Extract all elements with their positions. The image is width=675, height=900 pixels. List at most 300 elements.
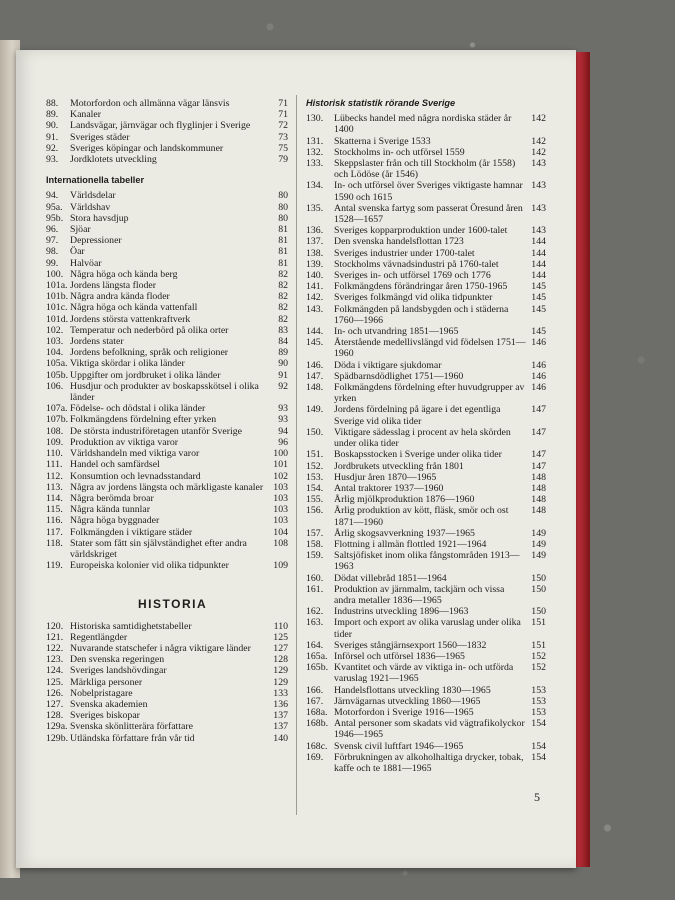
toc-entry [46, 504, 288, 515]
entry-number: 137. [306, 236, 324, 248]
entry-page: 91 [278, 369, 288, 381]
entry-title: Jordens befolkning, språk och religioner [70, 347, 229, 359]
entry-page: 84 [278, 336, 288, 348]
entry-number: 141. [306, 281, 324, 293]
entry-page: 149 [531, 550, 546, 562]
entry-page: 146 [531, 337, 546, 349]
entry-title: Nuvarande statschefer i några viktigare länder [70, 642, 251, 654]
entry-page: 146 [531, 370, 546, 382]
toc-entry [46, 291, 288, 302]
entry-page: 81 [278, 246, 288, 258]
entry-number: 161. [306, 583, 324, 595]
entry-title: De största industriföretagen utanför Sverige [70, 425, 242, 437]
entry-title: Produktion av järnmalm, tackjärn och vissa andra metaller 1836—1965 [334, 583, 505, 606]
entry-page: 82 [278, 313, 288, 325]
entry-number: 165a. [306, 650, 328, 662]
toc-entry [306, 662, 546, 684]
entry-page: 92 [278, 380, 288, 392]
toc-entry [46, 721, 288, 732]
entry-title: Sveriges industrier under 1700-talet [334, 247, 475, 259]
entry-number: 135. [306, 202, 324, 214]
entry-number: 107b. [46, 414, 69, 426]
entry-page: 90 [278, 358, 288, 370]
entry-page: 150 [531, 583, 546, 595]
entry-title: Halvöar [70, 257, 102, 269]
entry-title: Några kända tunnlar [70, 504, 150, 516]
entry-page: 148 [531, 505, 546, 517]
entry-number: 108. [46, 425, 64, 437]
entry-page: 102 [273, 470, 288, 482]
toc-entry [46, 677, 288, 688]
entry-title: In- och utförsel över Sveriges viktigaste hamnar 1590 och 1615 [334, 180, 523, 203]
toc-entry [306, 147, 546, 158]
toc-entry [46, 154, 288, 165]
entry-number: 163. [306, 617, 324, 629]
entry-page: 142 [531, 113, 546, 125]
entry-page: 96 [278, 436, 288, 448]
entry-title: Antal traktorer 1937—1960 [334, 482, 444, 494]
entry-title: Jordens stater [70, 336, 124, 348]
entry-number: 107a. [46, 403, 68, 415]
entry-title: Några höga och kända berg [70, 268, 178, 280]
entry-title: Folkmängdens fördelning efter yrken [70, 414, 217, 426]
entry-page: 82 [278, 268, 288, 280]
entry-title: Öar [70, 246, 85, 258]
entry-page: 144 [531, 258, 546, 270]
entry-page: 153 [531, 695, 546, 707]
entry-title: Förbrukningen av alkoholhaltiga drycker, tobak, kaffe och te 1881—1965 [334, 751, 524, 774]
entry-number: 158. [306, 538, 324, 550]
entry-page: 149 [531, 527, 546, 539]
entry-title: Sveriges in- och utförsel 1769 och 1776 [334, 270, 491, 282]
entry-number: 106. [46, 380, 64, 392]
entry-number: 123. [46, 654, 64, 666]
entry-number: 140. [306, 270, 324, 282]
entry-title: Konsumtion och levnadsstandard [70, 470, 201, 482]
toc-entry [46, 448, 288, 459]
entry-number: 129b. [46, 732, 69, 744]
entry-page: 143 [531, 158, 546, 170]
entry-number: 154. [306, 482, 324, 494]
entry-number: 164. [306, 639, 324, 651]
page-number: 5 [534, 790, 540, 804]
toc-entry [306, 651, 546, 662]
toc-entry [46, 733, 288, 744]
toc-entry [46, 621, 288, 632]
entry-title: Världshandeln med viktiga varor [70, 448, 200, 460]
entry-page: 148 [531, 471, 546, 483]
entry-title: Kanaler [70, 109, 102, 121]
entry-number: 122. [46, 642, 64, 654]
entry-number: 89. [46, 109, 59, 121]
entry-page: 153 [531, 684, 546, 696]
entry-page: 89 [278, 347, 288, 359]
entry-number: 101c. [46, 302, 68, 314]
toc-entry [306, 752, 546, 774]
toc-entry [46, 132, 288, 143]
entry-title: Historiska samtidighetstabeller [70, 620, 192, 632]
toc-entry [306, 550, 546, 572]
entry-page: 148 [531, 494, 546, 506]
entry-title: Folkmängden på landsbygden och i städerna 1760—1966 [334, 303, 509, 326]
entry-title: Några andra kända floder [70, 291, 170, 303]
entry-number: 162. [306, 606, 324, 618]
entry-title: Antal personer som skadats vid vägtrafikolyckor 1946—1965 [334, 718, 525, 741]
entry-page: 150 [531, 606, 546, 618]
entry-number: 139. [306, 258, 324, 270]
entry-title: Regentlängder [70, 631, 128, 643]
entry-title: Döda i viktigare sjukdomar [334, 359, 442, 371]
entry-number: 101a. [46, 280, 68, 292]
entry-page: 152 [531, 650, 546, 662]
entry-title: Spädbarnsdödlighet 1751—1960 [334, 370, 464, 382]
entry-title: Stater som fått sin självständighet efter andra världskriget [70, 537, 247, 560]
entry-page: 143 [531, 225, 546, 237]
entry-title: Handelsflottans utveckling 1830—1965 [334, 684, 491, 696]
toc-entry [46, 370, 288, 381]
entry-number: 112. [46, 470, 63, 482]
toc-entry [306, 483, 546, 494]
entry-title: Temperatur och nederbörd på olika orter [70, 324, 229, 336]
toc-entry [46, 358, 288, 369]
entry-number: 121. [46, 631, 64, 643]
entry-number: 111. [46, 459, 63, 471]
toc-entry [46, 325, 288, 336]
toc-entry [46, 482, 288, 493]
entry-page: 79 [278, 154, 288, 166]
toc-entry [306, 472, 546, 483]
entry-page: 82 [278, 291, 288, 303]
entry-page: 145 [531, 326, 546, 338]
toc-entry [46, 143, 288, 154]
entry-page: 147 [531, 460, 546, 472]
entry-number: 145. [306, 337, 324, 349]
toc-entry [306, 707, 546, 718]
toc-entry [306, 225, 546, 236]
entry-title: Landsvägar, järnvägar och flyglinjer i Sverige [70, 120, 251, 132]
toc-entry [46, 314, 288, 325]
entry-number: 115. [46, 504, 63, 516]
entry-number: 169. [306, 751, 324, 763]
entry-page: 149 [531, 538, 546, 550]
entry-page: 146 [531, 382, 546, 394]
entry-number: 88. [46, 98, 59, 109]
toc-entry [306, 573, 546, 584]
toc-entry [306, 292, 546, 303]
entry-page: 103 [273, 492, 288, 504]
entry-title: Införsel och utförsel 1836—1965 [334, 650, 465, 662]
entry-page: 81 [278, 257, 288, 269]
toc-entry [46, 665, 288, 676]
entry-number: 109. [46, 436, 64, 448]
entry-page: 153 [531, 706, 546, 718]
toc-entry [306, 528, 546, 539]
toc-entry [46, 699, 288, 710]
toc-entry [46, 515, 288, 526]
toc-entry [46, 414, 288, 425]
entry-page: 129 [273, 665, 288, 677]
entry-title: Sveriges stångjärnsexport 1560—1832 [334, 639, 487, 651]
entry-number: 128. [46, 710, 64, 722]
toc-entry [46, 426, 288, 437]
toc-list-sverige [46, 98, 288, 165]
entry-number: 133. [306, 158, 324, 170]
entry-title: Folkmängdens förändringar åren 1750-1965 [334, 281, 508, 293]
entry-page: 143 [531, 180, 546, 192]
entry-page: 145 [531, 281, 546, 293]
entry-title: Den svenska regeringen [70, 654, 165, 666]
entry-page: 154 [531, 718, 546, 730]
entry-page: 152 [531, 662, 546, 674]
entry-title: Återstående medellivslängd vid födelsen 1751—1960 [334, 337, 526, 360]
entry-number: 116. [46, 515, 63, 527]
entry-title: Svenska skönlitterära författare [70, 721, 193, 733]
entry-number: 118. [46, 537, 63, 549]
entry-number: 168a. [306, 706, 328, 718]
entry-number: 105a. [46, 358, 68, 370]
entry-page: 94 [278, 425, 288, 437]
entry-title: Några höga byggnader [70, 515, 160, 527]
entry-page: 144 [531, 236, 546, 248]
entry-page: 82 [278, 302, 288, 314]
entry-number: 97. [46, 235, 59, 247]
entry-page: 93 [278, 403, 288, 415]
toc-entry [306, 304, 546, 326]
entry-number: 120. [46, 620, 64, 632]
toc-entry [306, 360, 546, 371]
toc-entry [306, 505, 546, 527]
entry-page: 103 [273, 515, 288, 527]
entry-title: Sveriges kopparproduktion under 1600-talet [334, 225, 508, 237]
entry-number: 142. [306, 292, 324, 304]
toc-entry [306, 248, 546, 259]
entry-title: Import och export av olika varuslag under olika tider [334, 617, 521, 640]
entry-number: 159. [306, 550, 324, 562]
entry-number: 167. [306, 695, 324, 707]
toc-entry [46, 381, 288, 403]
entry-number: 95a. [46, 201, 63, 213]
toc-entry [46, 459, 288, 470]
entry-title: Den svenska handelsflottan 1723 [334, 236, 464, 248]
entry-page: 71 [278, 98, 288, 109]
entry-page: 80 [278, 201, 288, 213]
toc-entry [46, 202, 288, 213]
entry-title: Sveriges biskopar [70, 710, 140, 722]
entry-number: 166. [306, 684, 324, 696]
entry-number: 103. [46, 336, 64, 348]
entry-title: Jordens fördelning på ägare i det egentliga Sverige vid olika tider [334, 404, 501, 427]
entry-number: 147. [306, 370, 324, 382]
column-divider [296, 95, 297, 815]
entry-title: Boskapsstocken i Sverige under olika tider [334, 449, 502, 461]
entry-page: 144 [531, 247, 546, 259]
entry-title: Folkmängden i viktigare städer [70, 526, 193, 538]
entry-number: 124. [46, 665, 64, 677]
heading-internationella: Internationella tabeller [46, 175, 145, 186]
toc-entry [306, 494, 546, 505]
toc-entry [306, 136, 546, 147]
entry-title: In- och utvandring 1851—1965 [334, 326, 459, 338]
right-column [306, 98, 546, 774]
entry-title: Saltsjöfisket inom olika fångstområden 1913—1963 [334, 550, 520, 573]
toc-entry [46, 688, 288, 699]
entry-title: Jordbrukets utveckling från 1801 [334, 460, 464, 472]
entry-title: Världsdelar [70, 190, 116, 202]
toc-entry [46, 336, 288, 347]
toc-entry [46, 527, 288, 538]
entry-title: Sveriges landshövdingar [70, 665, 167, 677]
entry-number: 95b. [46, 212, 64, 224]
entry-number: 146. [306, 359, 324, 371]
toc-entry [306, 718, 546, 740]
entry-page: 133 [273, 687, 288, 699]
entry-page: 108 [273, 537, 288, 549]
toc-entry [46, 109, 288, 120]
entry-number: 127. [46, 698, 64, 710]
entry-title: Depressioner [70, 235, 122, 247]
entry-number: 160. [306, 572, 324, 584]
entry-page: 71 [278, 109, 288, 121]
entry-page: 144 [531, 270, 546, 282]
toc-entry [46, 403, 288, 414]
entry-page: 140 [273, 732, 288, 744]
entry-number: 152. [306, 460, 324, 472]
entry-page: 137 [273, 721, 288, 733]
entry-number: 150. [306, 426, 324, 438]
toc-entry [46, 213, 288, 224]
entry-number: 104. [46, 347, 64, 359]
entry-title: Årlig produktion av kött, fläsk, smör och ost 1871—1960 [334, 505, 509, 528]
entry-page: 100 [273, 448, 288, 460]
entry-number: 157. [306, 527, 324, 539]
toc-list-historia [46, 621, 288, 744]
toc-entry [306, 382, 546, 404]
toc-entry [46, 246, 288, 257]
entry-title: Antal svenska fartyg som passerat Öresund åren 1528—1657 [334, 202, 523, 226]
toc-entry [46, 632, 288, 643]
entry-number: 94. [46, 190, 59, 202]
entry-title: Husdjur och produkter av boskapsskötsel i olika länder [70, 380, 259, 404]
toc-entry [46, 190, 288, 201]
entry-title: Svenska akademien [70, 698, 148, 710]
entry-title: Världshav [70, 201, 111, 213]
entry-number: 149. [306, 404, 324, 416]
entry-number: 168b. [306, 718, 329, 730]
entry-page: 154 [531, 740, 546, 752]
toc-entry [46, 302, 288, 313]
entry-number: 99. [46, 257, 59, 269]
entry-number: 131. [306, 135, 324, 147]
entry-page: 75 [278, 142, 288, 154]
toc-entry [306, 371, 546, 382]
entry-page: 148 [531, 482, 546, 494]
toc-entry [46, 280, 288, 291]
entry-title: Årlig mjölkproduktion 1876—1960 [334, 494, 475, 506]
toc-entry [46, 471, 288, 482]
entry-number: 101b. [46, 291, 69, 303]
entry-number: 91. [46, 131, 59, 143]
entry-title: Stockholms in- och utförsel 1559 [334, 146, 465, 158]
toc-entry [306, 236, 546, 247]
entry-page: 147 [531, 449, 546, 461]
entry-title: Jordklotets utveckling [70, 154, 157, 166]
entry-page: 145 [531, 292, 546, 304]
entry-title: Sveriges köpingar och landskommuner [70, 142, 224, 154]
entry-title: Sveriges folkmängd vid olika tidpunkter [334, 292, 493, 304]
entry-number: 143. [306, 303, 324, 315]
entry-page: 110 [273, 620, 288, 632]
toc-entry [46, 224, 288, 235]
entry-title: Några berömda broar [70, 492, 154, 504]
entry-title: Årlig skogsavverkning 1937—1965 [334, 527, 475, 539]
toc-entry [46, 437, 288, 448]
toc-list-internationella [46, 190, 288, 571]
entry-title: Några av jordens längsta och märkligaste kanaler [70, 481, 264, 493]
toc-entry [306, 584, 546, 606]
toc-entry [306, 606, 546, 617]
entry-number: 98. [46, 246, 59, 258]
entry-title: Viktiga skördar i olika länder [70, 358, 185, 370]
entry-page: 146 [531, 359, 546, 371]
toc-entry [306, 158, 546, 180]
entry-title: Stockholms vävnadsindustri på 1760-talet [334, 258, 499, 270]
entry-page: 80 [278, 190, 288, 202]
entry-page: 143 [531, 202, 546, 214]
entry-page: 145 [531, 303, 546, 315]
entry-number: 153. [306, 471, 324, 483]
entry-page: 103 [273, 481, 288, 493]
toc-entry [306, 685, 546, 696]
toc-entry [306, 180, 546, 202]
entry-page: 81 [278, 224, 288, 236]
entry-number: 105b. [46, 369, 69, 381]
entry-page: 93 [278, 414, 288, 426]
toc-entry [306, 741, 546, 752]
entry-page: 154 [531, 751, 546, 763]
entry-page: 129 [273, 676, 288, 688]
entry-page: 151 [531, 617, 546, 629]
entry-page: 128 [273, 654, 288, 666]
entry-page: 147 [531, 404, 546, 416]
entry-title: Dödat villebråd 1851—1964 [334, 572, 447, 584]
entry-title: Lübecks handel med några nordiska städer år 1400 [334, 113, 512, 136]
entry-title: Järnvägarnas utveckling 1860—1965 [334, 695, 481, 707]
entry-number: 96. [46, 224, 59, 236]
toc-entry [306, 203, 546, 225]
entry-title: Sjöar [70, 224, 91, 236]
entry-title: Utländska författare från vår tid [70, 732, 195, 744]
entry-title: Märkliga personer [70, 676, 143, 688]
entry-title: Motorfordon i Sverige 1916—1965 [334, 706, 474, 718]
entry-number: 136. [306, 225, 324, 237]
entry-page: 151 [531, 639, 546, 651]
entry-number: 113. [46, 481, 63, 493]
toc-entry [306, 617, 546, 639]
entry-title: Europeiska kolonier vid olika tidpunkter [70, 560, 229, 572]
toc-entry [306, 404, 546, 426]
entry-title: Uppgifter om jordbruket i olika länder [70, 369, 221, 381]
entry-title: Skatterna i Sverige 1533 [334, 135, 431, 147]
entry-title: Jordens största vattenkraftverk [70, 313, 191, 325]
toc-entry [306, 259, 546, 270]
entry-title: Skeppslaster från och till Stockholm (år 1558) och Lödöse (år 1546) [334, 158, 516, 181]
toc-entry [46, 643, 288, 654]
entry-title: Sveriges städer [70, 131, 130, 143]
toc-entry [306, 640, 546, 651]
entry-page: 127 [273, 642, 288, 654]
entry-title: Handel och samfärdsel [70, 459, 160, 471]
entry-number: 151. [306, 449, 324, 461]
